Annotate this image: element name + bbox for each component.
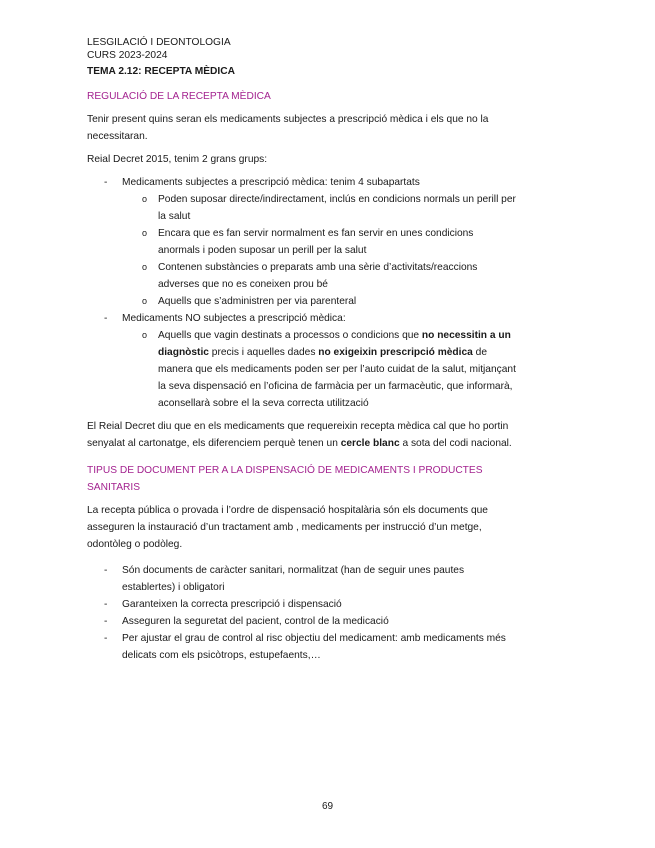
group-prescription xyxy=(87,174,517,310)
list-item-text: Aquells que s’administren per via parenteral xyxy=(158,296,357,307)
list-item xyxy=(122,259,517,293)
decree-closing xyxy=(87,418,517,452)
list-item-text: Contenen substàncies o preparats amb una sèrie d’activitats/reaccions adverses que no es coneixen prou bé xyxy=(158,262,478,290)
bold-run: cercle blanc xyxy=(340,438,400,449)
list-item xyxy=(122,225,517,259)
bold-run: no exigeixin prescripció mèdica xyxy=(318,347,473,358)
subitems-list xyxy=(122,191,517,310)
list-item xyxy=(122,293,517,310)
dash-bullet: - xyxy=(104,633,108,644)
decree-line: Reial Decret 2015, tenim 2 grans grups: xyxy=(87,154,268,165)
circle-bullet: o xyxy=(142,330,148,340)
list-item xyxy=(87,596,517,613)
text-run: de manera que els medicaments poden ser per l’auto cuidat de la salut, mitjançant la seva dispensació en l’oficina de farmàcia per un farmacèutic, que informarà, aconsellarà sobre el la seva correcta utilització xyxy=(158,347,516,409)
list-item-text: Per ajustar el grau de control al risc objectiu del medicament: amb medicaments més delicats com els psicòtrops, estupefaents,… xyxy=(122,633,506,661)
section-heading-document-types: TIPUS DE DOCUMENT PER A LA DISPENSACIÓ DE MEDICAMENTS I PRODUCTES SANITARIS xyxy=(87,465,483,493)
circle-bullet: o xyxy=(142,262,148,272)
dash-bullet: - xyxy=(104,599,108,610)
groups-list xyxy=(87,174,517,412)
topic-title: TEMA 2.12: RECEPTA MÈDICA xyxy=(87,66,235,77)
list-item-text: Poden suposar directe/indirectament, inclús en condicions normals un perill per la salut xyxy=(158,194,516,222)
text-run: precis i aquelles dades xyxy=(208,347,319,358)
dash-bullet: - xyxy=(104,313,108,324)
document-types-intro: La recepta pública o provada i l’ordre de dispensació hospitalària són els documents que asseguren la instauració d’un tractament amb , medicaments per instrucció d’un metge, odontòleg o podòleg. xyxy=(87,505,488,550)
text-run: a sota del codi nacional. xyxy=(399,438,512,449)
circle-bullet: o xyxy=(142,194,148,204)
text-run: El Reial Decret diu que en els medicaments que requereixin recepta mèdica cal que ho portin senyalat al cartonatge, els diferenciem perquè tenen un xyxy=(87,421,509,449)
list-item xyxy=(87,613,517,630)
group-no-prescription xyxy=(87,310,517,412)
group-label: Medicaments subjectes a prescripció mèdica: tenim 4 subapartats xyxy=(122,177,420,188)
bold-run: no necessitin a un diagnòstic xyxy=(158,330,511,358)
text-run: Aquells que vagin destinats a processos o condicions que xyxy=(158,330,422,341)
list-item-text: Encara que es fan servir normalment es fan servir en unes condicions anormals i poden suposar un perill per la salut xyxy=(158,228,474,256)
circle-bullet: o xyxy=(142,296,148,306)
course-year: CURS 2023-2024 xyxy=(87,50,168,61)
list-item xyxy=(122,327,517,412)
list-item xyxy=(87,562,517,596)
list-item-text xyxy=(158,330,516,409)
list-item xyxy=(87,630,517,664)
dash-bullet: - xyxy=(104,565,108,576)
group-label: Medicaments NO subjectes a prescripció mèdica: xyxy=(122,313,346,324)
list-item xyxy=(122,191,517,225)
circle-bullet: o xyxy=(142,228,148,238)
dash-bullet: - xyxy=(104,616,108,627)
list-item-text: Són documents de caràcter sanitari, normalitzat (han de seguir unes pautes establertes) i obligatori xyxy=(122,565,465,593)
course-title: LESGILACIÓ I DEONTOLOGIA xyxy=(87,37,231,48)
dash-bullet: - xyxy=(104,177,108,188)
list-item-text: Garanteixen la correcta prescripció i dispensació xyxy=(122,599,342,610)
list-item-text: Asseguren la seguretat del pacient, control de la medicació xyxy=(122,616,389,627)
page-number: 69 xyxy=(321,801,334,812)
subitems-list xyxy=(122,327,517,412)
document-page xyxy=(87,36,517,664)
section-heading-regulation: REGULACIÓ DE LA RECEPTA MÈDICA xyxy=(87,91,271,102)
document-features-list xyxy=(87,562,517,664)
regulation-intro: Tenir present quins seran els medicaments subjectes a prescripció mèdica i els que no la necessitaran. xyxy=(87,114,489,142)
